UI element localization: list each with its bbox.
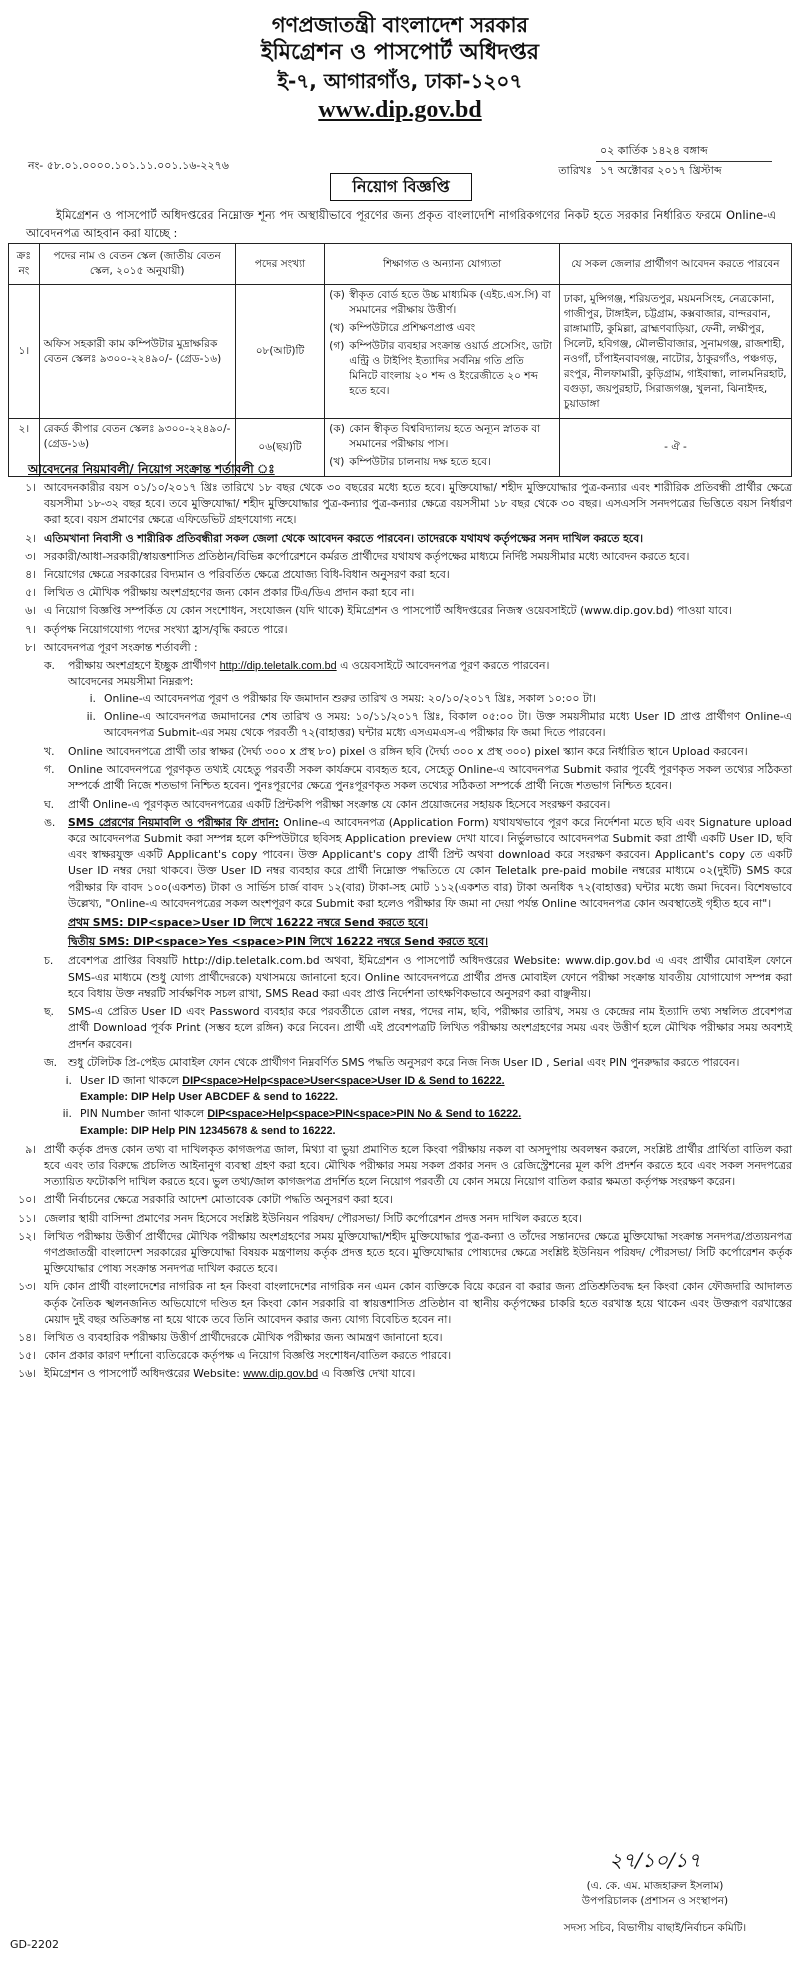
row-qualifications bbox=[325, 419, 560, 477]
qualification-item bbox=[329, 339, 555, 399]
rule-text: প্রার্থী কর্তৃক প্রদত্ত কোন তথ্য বা দাখিলকৃত কাগজপত্র জাল, মিথ্যা বা ভুয়া প্রমাণিত হলে কিংবা পরীক্ষায় নকল বা অসদুপায় অবলম্বন করলে, সংশ্লিষ্ট প্রার্থীর প্রার্থিতা বাতিল করা হবে এবং তার বিরুদ্ধে প্রচলিত আইনানুগ ব্যবস্থা গ্রহণ করা হবে। মৌখিক পরীক্ষার সময় সকল প্রকার সনদ ও রেজিস্ট্রেশনের মূল কপি প্রদর্শন করতে হবে এবং সকল সনদপত্রের সত্যায়িত ফটোকপি দাখিল করতে হবে। ভুল তথ্য/জাল কাগজপত্র প্রদর্শিত হলে নিয়োগ পরবর্তী যে কোন সময়ে নিয়োগ বাতিল করার ক্ষমতা কর্তৃপক্ষ সংরক্ষণ করেন। bbox=[44, 1142, 792, 1189]
rules-list bbox=[8, 480, 792, 1385]
row-count: ০৬(ছয়)টি bbox=[235, 419, 325, 477]
qual-text: কোন স্বীকৃত বিশ্ববিদ্যালয় হতে অন্যূন স্নাতক বা সমমানের পরীক্ষায় পাস। bbox=[349, 423, 541, 450]
rule-item bbox=[8, 1142, 792, 1191]
rule-item bbox=[8, 549, 792, 565]
rule-text: প্রার্থী নির্বাচনের ক্ষেত্রে সরকারি আদেশ মোতাবেক কোটা পদ্ধতি অনুসরণ করা হবে। bbox=[44, 1193, 394, 1207]
roman-item bbox=[44, 1106, 792, 1138]
rule-text: আবেদনকারীর বয়স ০১/১০/২০১৭ খ্রিঃ তারিখে ১৮ বছর থেকে ৩০ বছরের মধ্যে হতে হবে। মুক্তিযোদ্ধা/ শহীদ মুক্তিযোদ্ধার পুত্র-কন্যার এবং শারীরিক প্রতিবন্ধী প্রার্থীর ক্ষেত্রে বয়সসীমা ১৮-৩২ বছর হবে। তবে মুক্তিযোদ্ধা/ শহীদ মুক্তিযোদ্ধার পুত্র-কন্যার পুত্র-কন্যার ক্ষেত্রে বয়সসীমা ১৮ বছর থেকে ৩০ বছর। এসএসসি সনদপত্রের ভিত্তিতে বয়স নির্ধারণ করা হবে। বয়স প্রমাণের ক্ষেত্রে এফিডেভিট গ্রহণযোগ্য নহে। bbox=[44, 481, 792, 527]
rule-text: জেলার স্থায়ী বাসিন্দা প্রমাণের সনদ হিসেবে সংশ্লিষ্ট ইউনিয়ন পরিষদ/ পৌরসভা/ সিটি কর্পোরেশন প্রদত্ত সনদ দাখিল করতে হবে। bbox=[44, 1211, 583, 1225]
clause-key: গ. bbox=[44, 763, 55, 777]
rule-text: এ বিজ্ঞপ্তি দেখা যাবে। bbox=[321, 1367, 416, 1381]
rule-number: ১৫। bbox=[18, 1349, 36, 1363]
qualification-item bbox=[329, 321, 555, 336]
rule-item bbox=[8, 1192, 792, 1208]
clause-key: ক. bbox=[44, 659, 55, 673]
rule-number: ১১। bbox=[18, 1211, 36, 1225]
rule-number: ১। bbox=[25, 481, 36, 494]
rule-number: ১২। bbox=[18, 1229, 36, 1243]
row-count: ০৮(আট)টি bbox=[235, 285, 325, 419]
sub-clause bbox=[44, 658, 792, 742]
header-post: পদের নাম ও বেতন স্কেল (জাতীয় বেতন স্কেল, ২০১৫ অনুযায়ী) bbox=[39, 244, 235, 285]
dip-website-link[interactable]: www.dip.gov.bd bbox=[243, 1368, 319, 1381]
rule-text: এ নিয়োগ বিজ্ঞপ্তি সম্পর্কিত যে কোন সংশোধন, সংযোজন (যদি থাকে) ইমিগ্রেশন ও পাসপোর্ট অধিদপ্তরের নিজস্ব ওয়েবসাইটে (www.dip.gov.bd) পাওয়া যাবে। bbox=[44, 604, 732, 618]
qual-key: (খ) bbox=[329, 322, 345, 334]
clause-text: শুধু টেলিটক প্রি-পেইড মোবাইল ফোন থেকে প্রার্থীগণ নিম্নবর্ণিত SMS পদ্ধতি অনুসরণ করে নিজ নিজ User ID , Serial এবং PIN পুনরুদ্ধার করতে পারবেন। bbox=[68, 1055, 740, 1069]
row-serial: ১। bbox=[9, 285, 40, 419]
rule-number: ১৩। bbox=[18, 1280, 36, 1294]
rule-number: ১৪। bbox=[18, 1330, 36, 1344]
roman-key: ii. bbox=[62, 1107, 72, 1121]
date-block bbox=[552, 142, 772, 181]
department-name: ইমিগ্রেশন ও পাসপোর্ট অধিদপ্তর bbox=[261, 40, 539, 65]
first-sms-instruction: প্রথম SMS: DIP<space>User ID লিখে 16222 নম্বরে Send করতে হবে। bbox=[68, 916, 428, 930]
notice-title: নিয়োগ বিজ্ঞপ্তি bbox=[330, 173, 472, 201]
rule-text: কোন প্রকার কারণ দর্শানো ব্যতিরেকে কর্তৃপক্ষ এ নিয়োগ বিজ্ঞপ্তি সংশোধন/বাতিল করতে পারবে। bbox=[44, 1349, 452, 1363]
sub-clause bbox=[44, 762, 792, 794]
department-address: ই-৭, আগারগাঁও, ঢাকা-১২০৭ bbox=[277, 69, 523, 93]
rule-item bbox=[8, 1211, 792, 1227]
qual-key: (ক) bbox=[329, 289, 345, 301]
teletalk-link[interactable]: http://dip.teletalk.com.bd bbox=[219, 660, 337, 673]
date-label: তারিখঃ bbox=[558, 164, 592, 177]
rule-item bbox=[8, 622, 792, 638]
rule-item bbox=[8, 640, 792, 1140]
letterhead bbox=[0, 0, 800, 125]
qualification-item bbox=[329, 288, 555, 318]
clause-text: প্রার্থী Online-এ পূরণকৃত আবেদনপত্রের একটি প্রিন্টকপি পরীক্ষা সংক্রান্ত যে কোন প্রয়োজনের সহায়ক হিসেবে সংরক্ষণ করবেন। bbox=[68, 797, 611, 811]
pin-recovery-command: DIP<space>Help<space>PIN<space>PIN No & Send to 16222. bbox=[207, 1108, 522, 1121]
roman-text: User ID জানা থাকলে bbox=[80, 1073, 179, 1087]
clause-text: Online আবেদনপত্রে পূরণকৃত তথ্যই যেহেতু পরবর্তী সকল কার্যক্রমে ব্যবহৃত হবে, সেহেতু Online-এ আবেদনপত্র Submit করার পূর্বেই পূরণকৃত সকল তথ্যের সঠিকতা সম্পর্কে প্রার্থী নিজে শতভাগ নিশ্চিত হবেন। পুনঃপূরণের ক্ষেত্রে পুনঃপূরণকৃত সকল তথ্যের সঠিকতা সম্পর্কে প্রার্থী নিজে শতভাগ নিশ্চিত হবেন। bbox=[68, 763, 792, 793]
qualification-item bbox=[329, 422, 555, 452]
sub-clause bbox=[44, 953, 792, 1002]
sub-clause bbox=[44, 815, 792, 912]
header-qualification: শিক্ষাগত ও অন্যান্য যোগ্যতা bbox=[325, 244, 560, 285]
rule-item bbox=[8, 585, 792, 601]
rule-number: ৭। bbox=[25, 622, 36, 636]
rule-item bbox=[8, 531, 792, 547]
clause-text: প্রবেশপত্র প্রাপ্তির বিষয়টি http://dip.teletalk.com.bd অথবা, ইমিগ্রেশন ও পাসপোর্ট অধিদপ্তরের Website: www.dip.gov.bd এ এবং প্রার্থীর মোবাইল ফোনে SMS-এর মাধ্যমে (শুধু যোগ্য প্রার্থীদেরকে) যথাসময়ে জানানো হবে। Online আবেদনপত্রে প্রার্থীর প্রদত্ত মোবাইল ফোনে পরীক্ষা সংক্রান্ত যাবতীয় যোগাযোগ সম্পন্ন করা হবে বিধায় উক্ত নম্বরটি সার্বক্ষণিক সচল রাখা, SMS Read করা এবং প্রাপ্ত নির্দেশনা তাৎক্ষণিকভাবে অনুসরণ করা বাঞ্ছনীয়। bbox=[68, 954, 792, 1000]
clause-key: চ. bbox=[44, 954, 54, 968]
rule-item bbox=[8, 480, 792, 529]
memo-number: নং- ৫৮.০১.০০০০.১০১.১১.০০১.১৬-২২৭৬ bbox=[28, 159, 229, 172]
rule-item bbox=[8, 1229, 792, 1278]
qual-key: (খ) bbox=[329, 456, 345, 468]
clause-key: জ. bbox=[44, 1055, 58, 1069]
roman-item bbox=[68, 709, 792, 741]
sub-clause bbox=[44, 797, 792, 813]
roman-key: i. bbox=[65, 1073, 72, 1087]
clause-body bbox=[68, 815, 792, 912]
roman-body bbox=[80, 1106, 792, 1138]
qualification-item bbox=[329, 455, 555, 470]
rule-item bbox=[8, 1279, 792, 1328]
header-count: পদের সংখ্যা bbox=[235, 244, 325, 285]
row-districts: ঢাকা, মুন্সিগঞ্জ, শরিয়তপুর, ময়মনসিংহ, নেত্রকোনা, গাজীপুর, টাঙ্গাইল, চট্টগ্রাম, কক্সবাজার, বান্দরবান, রাঙ্গামাটি, কুমিল্লা, ব্রাহ্মণবাড়িয়া, ফেনী, লক্ষীপুর, সিলেট, হবিগঞ্জ, মৌলভীবাজার, সুনামগঞ্জ, রাজশাহী, নওগাঁ, চাঁপাইনবাবগঞ্জ, নাটোর, ঠাকুরগাঁও, পঞ্চগড়, রংপুর, নীলফামারী, কুড়িগ্রাম, গাইবান্ধা, লালমনিরহাট, বগুড়া, জয়পুরহাট, সিরাজগঞ্জ, খুলনা, ঝিনাইদহ, চুয়াডাঙ্গা bbox=[559, 285, 791, 419]
rule-text: লিখিত ও মৌখিক পরীক্ষায় অংশগ্রহণের জন্য কোন প্রকার টিএ/ডিএ প্রদান করা হবে না। bbox=[44, 586, 415, 600]
rule-body bbox=[44, 1366, 792, 1382]
rule-item bbox=[8, 1330, 792, 1346]
rule-item bbox=[8, 603, 792, 619]
rule-text: সরকারী/আধা-সরকারী/স্বায়ত্তশাসিত প্রতিষ্ঠান/বিভিন্ন কর্পোরেশনে কর্মরত প্রার্থীদের যথাযথ কর্তৃপক্ষের মাধ্যমে নির্দিষ্ট সময়সীমার মধ্যে আবেদন করতে হবে। bbox=[44, 549, 690, 563]
rule-number: ৪। bbox=[25, 568, 36, 582]
handwritten-signature: ২৭/১০/১৭ bbox=[609, 1848, 701, 1872]
table-header-row bbox=[9, 244, 792, 285]
clause-text: পরীক্ষায় অংশগ্রহণে ইচ্ছুক প্রার্থীগণ bbox=[68, 659, 217, 673]
rules-title: আবেদনের নিয়মাবলী/ নিয়োগ সংক্রান্ত শর্তাবলী ঃ bbox=[28, 462, 275, 476]
clause-key: ঙ. bbox=[44, 815, 56, 829]
rule-number: ২। bbox=[25, 531, 36, 545]
clause-text: আবেদনের সময়সীমা নিম্নরূপ: bbox=[68, 675, 194, 689]
table-row bbox=[9, 285, 792, 419]
signatory-designation: উপপরিচালক (প্রশাসন ও সংস্থাপন) bbox=[581, 1895, 729, 1907]
roman-item bbox=[68, 691, 792, 707]
roman-text: Online-এ আবেদনপত্র পূরণ ও পরীক্ষার ফি জমাদান শুরুর তারিখ ও সময়: ২০/১০/২০১৭ খ্রিঃ, সকাল ১০:০০ টা। bbox=[104, 692, 596, 706]
qual-text: কম্পিউটার চালনায় দক্ষ হতে হবে। bbox=[349, 456, 491, 468]
rule-number: ৫। bbox=[25, 586, 36, 600]
signatory-committee-role: সদস্য সচিব, বিভাগীয় বাছাই/নির্বাচন কমিটি। bbox=[563, 1922, 747, 1934]
rule-text: কর্তৃপক্ষ নিয়োগযোগ্য পদের সংখ্যা হ্রাস/বৃদ্ধি করতে পারে। bbox=[44, 622, 288, 636]
roman-key: ii. bbox=[86, 709, 96, 723]
roman-key: i. bbox=[89, 692, 96, 706]
roman-item bbox=[44, 1073, 792, 1105]
sub-clause bbox=[44, 744, 792, 760]
user-id-recovery-command: DIP<space>Help<space>User<space>User ID & Send to 16222. bbox=[182, 1074, 505, 1087]
header-serial: ক্রঃ নং bbox=[9, 244, 40, 285]
qual-text: কম্পিউটারে প্রশিক্ষণপ্রাপ্ত এবং bbox=[349, 322, 476, 334]
rule-text: ইমিগ্রেশন ও পাসপোর্ট অধিদপ্তরের Website: bbox=[44, 1367, 240, 1381]
department-website[interactable]: www.dip.gov.bd bbox=[318, 97, 482, 123]
clause-text: SMS-এ প্রেরিত User ID এবং Password ব্যবহার করে পরবর্তীতে রোল নম্বর, পদের নাম, ছবি, পরীক্ষার তারিখ, সময় ও কেন্দ্রের নাম ইত্যাদি তথ্য সম্বলিত প্রবেশপত্র প্রার্থী Download পূর্বক Print (সম্ভব হলে রঙ্গিন) করে নিবেন। প্রার্থী এই প্রবেশপত্রটি লিখিত পরীক্ষায় অংশগ্রহণের সময় এবং উত্তীর্ণ হলে মৌখিক পরীক্ষার সময় অবশ্যই প্রদর্শন করবেন। bbox=[68, 1005, 792, 1051]
rule-number: ৮। bbox=[25, 640, 36, 654]
roman-text: Online-এ আবেদনপত্র জমাদানের শেষ তারিখ ও সময়: ১০/১১/২০১৭ খ্রিঃ, বিকাল ০৫:০০ টা। উক্ত সময়সীমার মধ্যে User ID প্রাপ্ত প্রার্থীগণ Online-এ আবেদনপত্র Submit-এর সময় থেকে পরবর্তী ৭২(বাহাত্তর) ঘন্টার মধ্যে এসএমএস-এ পরীক্ষার ফি জমা দিতে পারবেন। bbox=[104, 709, 792, 739]
qual-key: (ক) bbox=[329, 423, 345, 435]
sub-clause bbox=[44, 1055, 792, 1071]
posts-table bbox=[8, 243, 792, 477]
rule-number: ৯। bbox=[25, 1142, 36, 1156]
rule-body bbox=[44, 640, 792, 1140]
row-serial: ২। bbox=[9, 419, 40, 477]
clause-body bbox=[68, 658, 792, 742]
signature-block bbox=[540, 1848, 770, 1936]
rule-number: ৩। bbox=[25, 549, 36, 563]
clause-key: ছ. bbox=[44, 1005, 54, 1019]
qual-text: স্বীকৃত বোর্ড হতে উচ্চ মাধ্যমিক (এইচ.এস.সি) বা সমমানের পরীক্ষায় উত্তীর্ণ। bbox=[349, 289, 551, 316]
intro-paragraph: ইমিগ্রেশন ও পাসপোর্ট অধিদপ্তরের নিম্নোক্ত শূন্য পদ অস্থায়ীভাবে পূরণের জন্য প্রকৃত বাংলাদেশি নাগরিকগণের নিকট হতে সরকার নির্ধারিত ফরমে Online-এ আবেদনপত্র আহবান করা যাচ্ছে : bbox=[26, 208, 776, 240]
rule-number: ১০। bbox=[18, 1193, 36, 1207]
header-districts: যে সকল জেলার প্রার্থীগণ আবেদন করতে পারবেন bbox=[559, 244, 791, 285]
qual-text: কম্পিউটার ব্যবহার সংক্রান্ত ওয়ার্ড প্রসেসিং, ডাটা এন্ট্রি ও টাইপিং ইত্যাদির সর্বনিম্ন গতি প্রতি মিনিটে বাংলায় ২০ শব্দ ও ইংরেজীতে ২০ শব্দ হতে হবে। bbox=[349, 340, 552, 397]
date-bangla: ০২ কার্তিক ১৪২৪ বঙ্গাব্দ bbox=[596, 142, 772, 162]
user-id-example: Example: DIP Help User ABCDEF & send to 16222. bbox=[80, 1091, 339, 1104]
signatory-name: (এ. কে. এম. মাজহারুল ইসলাম) bbox=[586, 1880, 724, 1892]
row-districts: - ঐ - bbox=[559, 419, 791, 477]
roman-text: PIN Number জানা থাকলে bbox=[80, 1107, 204, 1121]
sub-clause bbox=[44, 1004, 792, 1053]
rule-text: লিখিত ও ব্যবহারিক পরীক্ষায় উত্তীর্ণ প্রার্থীদেরকে মৌখিক পরীক্ষার জন্য আমন্ত্রণ জানানো হবে। bbox=[44, 1330, 443, 1344]
roman-body bbox=[80, 1073, 792, 1105]
clause-key: ঘ. bbox=[44, 797, 55, 811]
clause-text: এ ওয়েবসাইটে আবেদনপত্র পূরণ করতে পারবেন। bbox=[340, 659, 550, 673]
rule-text: নিয়োগের ক্ষেত্রে সরকারের বিদ্যমান ও পরিবর্তিত ক্ষেত্রে প্রযোজ্য বিধি-বিধান অনুসরণ করা হবে। bbox=[44, 568, 450, 582]
rule-item bbox=[8, 1366, 792, 1382]
row-qualifications bbox=[325, 285, 560, 419]
qual-key: (গ) bbox=[329, 340, 345, 352]
clause-heading: SMS প্রেরণের নিয়মাবলি ও পরীক্ষার ফি প্রদান: bbox=[68, 815, 280, 829]
rule-text: লিখিত পরীক্ষায় উত্তীর্ণ প্রার্থীদের মৌখিক পরীক্ষায় অংশগ্রহণের সময় মুক্তিযোদ্ধা/শহীদ মুক্তিযোদ্ধার পুত্র-কন্যা ও তাঁদের সন্তানদের ক্ষেত্রে মুক্তিযোদ্ধা সংক্রান্ত সনদপত্র/প্রত্যয়নপত্র গণপ্রজাতন্ত্রী বাংলাদেশ সরকারের মুক্তিযোদ্ধা বিষয়ক মন্ত্রণালয় কর্তৃক প্রদত্ত হতে হবে। মুক্তিযোদ্ধার পোষ্যদের ক্ষেত্রে সংশ্লিষ্ট ইউনিয়ন পরিষদ/ পৌরসভা/ সিটি কর্পোরেশন কর্তৃক মুক্তিযোদ্ধার পোষ্য সংক্রান্ত সনদপত্র দাখিল করতে হবে। bbox=[44, 1229, 792, 1276]
second-sms-instruction: দ্বিতীয় SMS: DIP<space>Yes <space>PIN লিখে 16222 নম্বরে Send করতে হবে। bbox=[68, 935, 488, 949]
row-post: অফিস সহকারী কাম কম্পিউটার মুদ্রাক্ষরিক বেতন স্কেলঃ ৯৩০০-২২৪৯০/- (গ্রেড-১৬) bbox=[39, 285, 235, 419]
clause-text: Online-এ আবেদনপত্র (Application Form) যথাযথভাবে পূরণ করে নির্দেশনা মতে ছবি এবং Signature upload করে আবেদনপত্র Submit করা সম্পন্ন হলে কম্পিউটারে ছবিসহ Application preview দেখা যাবে। নির্ভুলভাবে আবেদনপত্র Submit করা প্রার্থী একটি User ID, ছবি এবং স্বাক্ষরযুক্ত একটি Applicant's copy পাবেন। উক্ত Applicant's copy প্রার্থী প্রিন্ট অথবা download করে সংরক্ষণ করবেন। Applicant's copy তে একটি User ID নম্বর দেয়া থাকবে। উক্ত User ID নম্বর ব্যবহার করে প্রার্থী নিম্নোক্ত পদ্ধতিতে যে কোন Teletalk pre-paid mobile নম্বরের মাধ্যমে ০২(দুইটি) SMS করে পরীক্ষার ফি বাবদ ১০০(একশত) টাকা ও সার্ভিস চার্জ বাবদ ১২(বার) টাকা-সহ মোট ১১২(একশত বার) টাকা অনধিক ৭২(বাহাত্তর) ঘন্টার মধ্যে জমা দিবেন। বিশেষভাবে উল্লেখ্য, "Online-এ আবেদনপত্রের সকল অংশপূরণ করে Submit করা হলেও পরীক্ষার ফি জমা না দেয়া পর্যন্ত Online আবেদনপত্র কোন অবস্থাতেই গৃহীত হবে না"। bbox=[68, 815, 793, 910]
pin-example: Example: DIP Help PIN 12345678 & send to 16222. bbox=[80, 1124, 336, 1137]
rule-text: এতিমখানা নিবাসী ও শারীরিক প্রতিবন্ধীরা সকল জেলা থেকে আবেদন করতে পারবেন। তাদেরকে যথাযথ কর্তৃপক্ষের সনদ দাখিল করতে হবে। bbox=[44, 531, 644, 545]
gd-code: GD-2202 bbox=[10, 1938, 59, 1951]
rule-item bbox=[8, 1348, 792, 1364]
rule-number: ৬। bbox=[25, 604, 36, 618]
govt-name: গণপ্রজাতন্ত্রী বাংলাদেশ সরকার bbox=[271, 13, 529, 37]
rule-text: যদি কোন প্রার্থী বাংলাদেশের নাগরিক না হন কিংবা বাংলাদেশের নাগরিক নন এমন কোন ব্যক্তিকে বিয়ে করেন বা করার জন্য প্রতিশ্রুতিবদ্ধ হন কিংবা কোন ফৌজদারি আদালত কর্তৃক নৈতিক স্খলনজনিত অভিযোগে দণ্ডিত হন কিংবা কোন সরকারি বা স্বায়ত্তশাসিত প্রতিষ্ঠান বা স্থানীয় কর্তৃপক্ষের চাকরি হতে বরখাস্ত হয়ে থাকেন এবং উক্তরূপ বরখাস্তের মেয়াদ দুই বছর অতিক্রান্ত না হয়ে থাকে তবে তিনি আবেদন করার জন্য যোগ্য বিবেচিত হবেন না। bbox=[44, 1280, 792, 1326]
rule-number: ১৬। bbox=[18, 1367, 36, 1381]
clause-text: Online আবেদনপত্রে প্রার্থী তার স্বাক্ষর (দৈর্ঘ্য ৩০০ x প্রস্থ ৮০) pixel ও রঙ্গিন ছবি (দৈর্ঘ্য ৩০০ x প্রস্থ ৩০০) pixel স্ক্যান করে নির্ধারিত স্থানে Upload করবেন। bbox=[68, 745, 748, 759]
date-english: ১৭ অক্টোবর ২০১৭ খ্রিস্টাব্দ bbox=[600, 164, 722, 177]
row-post: রেকর্ড কীপার বেতন স্কেলঃ ৯৩০০-২২৪৯০/- (গ্রেড-১৬) bbox=[39, 419, 235, 477]
rule-item bbox=[8, 567, 792, 583]
clause-key: খ. bbox=[44, 745, 55, 759]
rule-text: আবেদনপত্র পূরণ সংক্রান্ত শর্তাবলী : bbox=[44, 640, 198, 654]
